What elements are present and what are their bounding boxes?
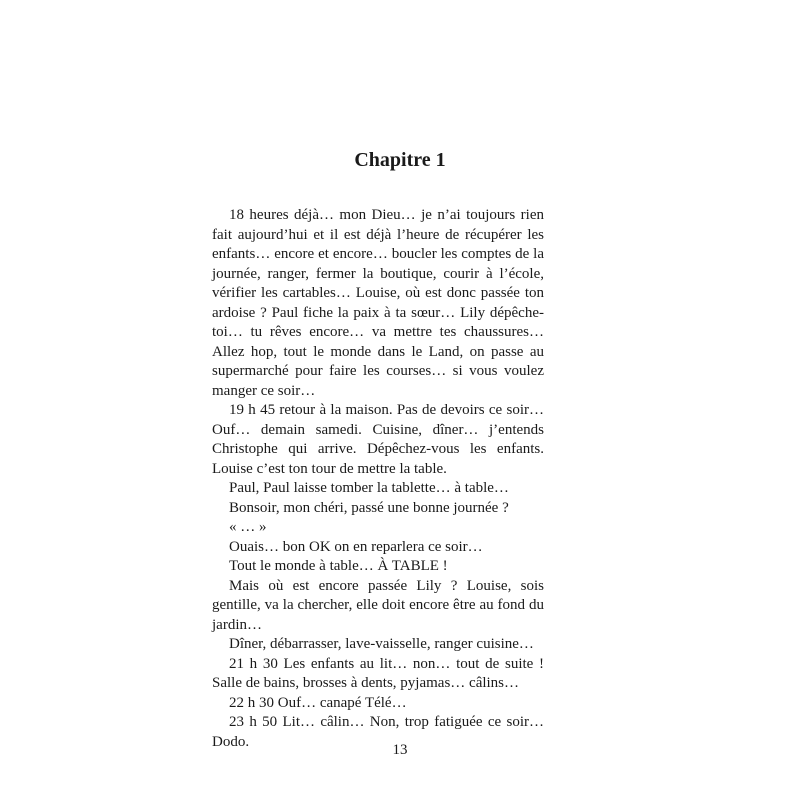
paragraph: 18 heures déjà… mon Dieu… je n’ai toujours rien fait aujourd’hui et il est déjà l’heure de récupérer les enfants… encore et encore… boucler les comptes de la journée, ranger, fermer la boutique, courir à l’école, vérifier les cartables… Louise, où est donc passée ton ardoise ? Paul fiche la paix à ta sœur… Lily dépêche-toi… tu rêves encore… va mettre tes chaussures… Allez hop, tout le monde dans le Land, on passe au supermarché pour faire les courses… si vous voulez manger ce soir… xyxy=(212,207,544,399)
paragraph: 22 h 30 Ouf… canapé Télé… xyxy=(229,694,407,711)
page-number: 13 xyxy=(392,742,408,758)
paragraph: Bonsoir, mon chéri, passé une bonne journée ? xyxy=(229,499,509,516)
paragraph: 21 h 30 Les enfants au lit… non… tout de suite ! Salle de bains, brosses à dents, pyjamas… câlins… xyxy=(212,655,544,691)
paragraph: Ouais… bon OK on en reparlera ce soir… xyxy=(229,538,483,555)
chapter-body xyxy=(212,206,544,752)
paragraph: Dîner, débarrasser, lave-vaisselle, ranger cuisine… xyxy=(229,636,534,652)
paragraph: Tout le monde à table… À TABLE ! xyxy=(229,558,448,574)
paragraph: 23 h 50 Lit… câlin… Non, trop fatiguée ce soir… Dodo. xyxy=(212,714,544,750)
paragraph: « … » xyxy=(229,519,267,535)
paragraph: Paul, Paul laisse tomber la tablette… à table… xyxy=(229,480,509,496)
chapter-title: Chapitre 1 xyxy=(354,149,446,171)
paragraph: Mais où est encore passée Lily ? Louise, sois gentille, va la chercher, elle doit encore être au fond du jardin… xyxy=(212,577,544,633)
paragraph: 19 h 45 retour à la maison. Pas de devoirs ce soir… Ouf… demain samedi. Cuisine, dîner… j’entends Christophe qui arrive. Dépêchez-vous les enfants. Louise c’est ton tour de mettre la table. xyxy=(212,402,544,477)
